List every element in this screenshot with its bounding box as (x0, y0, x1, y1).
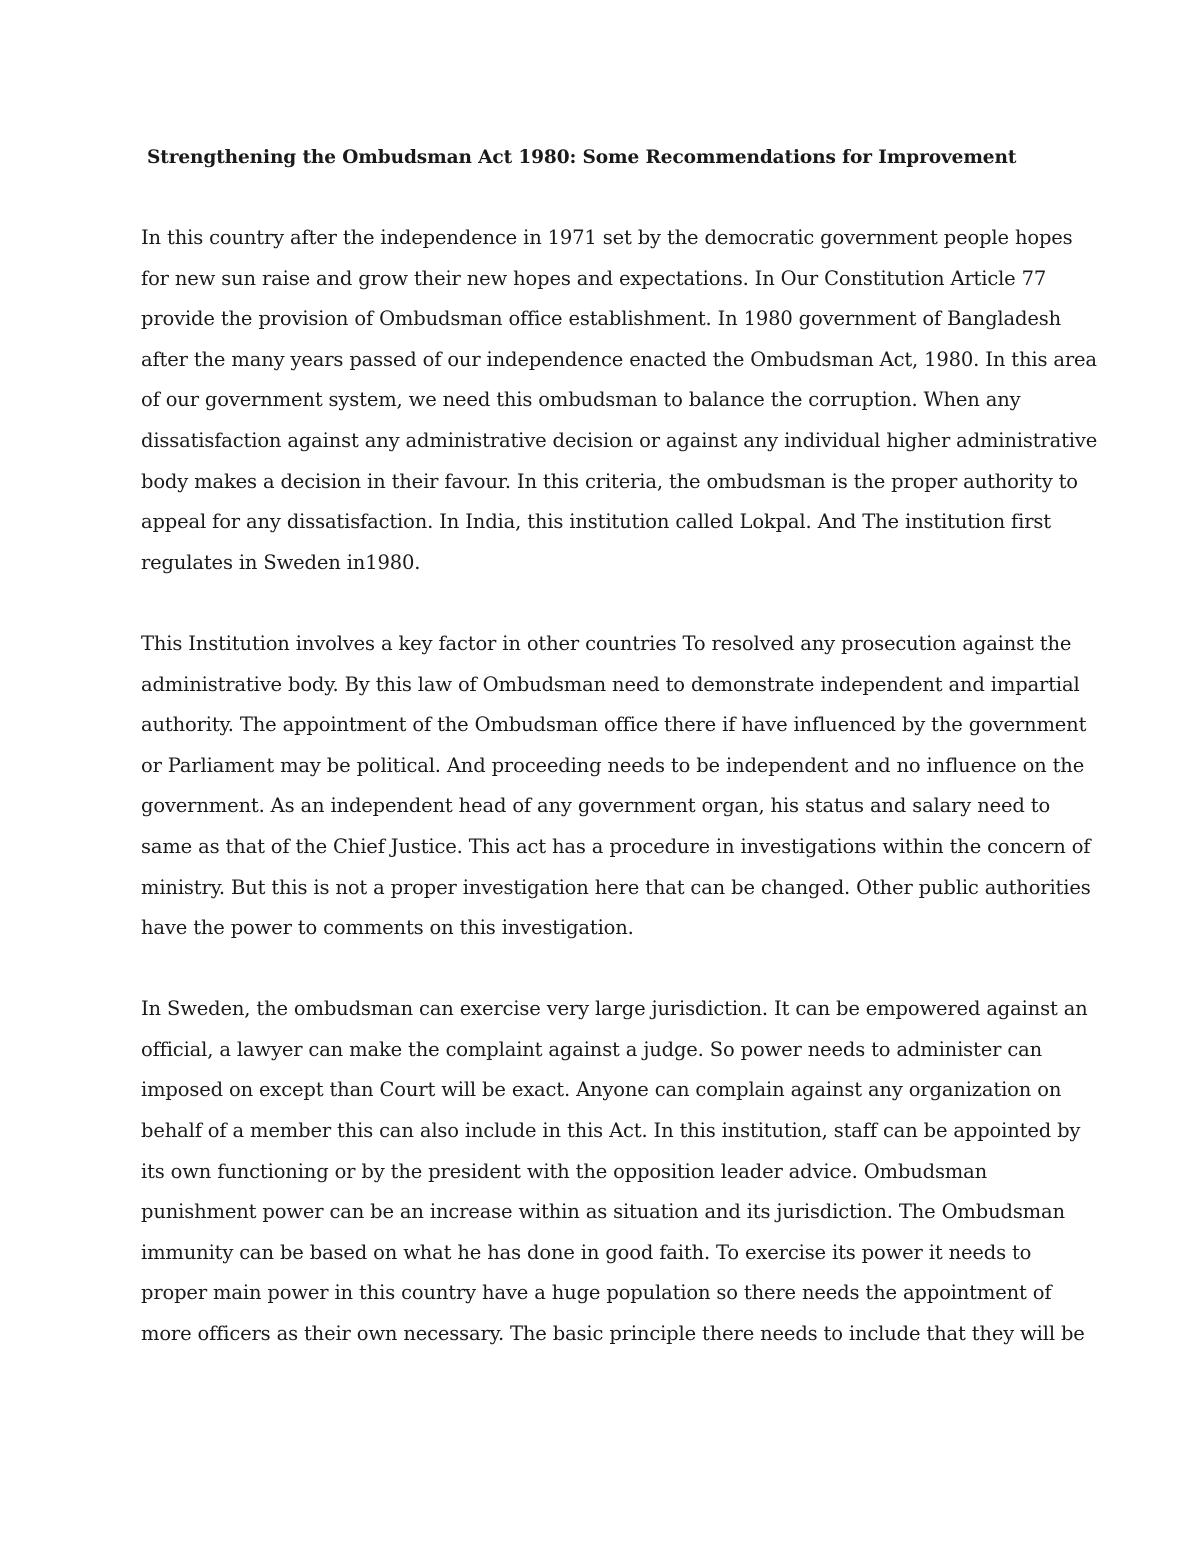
text-line: In this country after the independence in 1971 set by the democratic government people hopes (141, 226, 1073, 249)
text-line: for new sun raise and grow their new hopes and expectations. In Our Constitution Article 77 (141, 266, 1047, 290)
text-line: punishment power can be an increase within as situation and its jurisdiction. The Ombudsman (141, 1200, 1065, 1224)
text-line: same as that of the Chief Justice. This act has a procedure in investigations within the concern of (141, 834, 1091, 858)
text-line: provide the provision of Ombudsman office establishment. In 1980 government of Bangladesh (141, 307, 1061, 331)
paragraph-3 (141, 989, 1088, 1354)
text-line: authority. The appointment of the Ombudsman office there if have influenced by the government (141, 713, 1087, 737)
text-line: official, a lawyer can make the complaint against a judge. So power needs to administer can (141, 1037, 1042, 1061)
paragraph-1 (141, 218, 1098, 583)
document-body (141, 138, 1098, 1355)
text-line: This Institution involves a key factor in other countries To resolved any prosecution against the (141, 631, 1072, 655)
text-line: government. As an independent head of any government organ, his status and salary need to (141, 794, 1051, 818)
text-line: more officers as their own necessary. The basic principle there needs to include that they will be (141, 1322, 1085, 1346)
text-line: regulates in Sweden in1980. (141, 550, 421, 574)
text-line: its own functioning or by the president with the opposition leader advice. Ombudsman (141, 1159, 988, 1183)
text-line: administrative body. By this law of Ombudsman need to demonstrate independent and impartial (141, 672, 1080, 696)
text-line: immunity can be based on what he has done in good faith. To exercise its power it needs to (141, 1240, 1032, 1264)
text-line: proper main power in this country have a huge population so there needs the appointment of (141, 1281, 1052, 1305)
text-line: after the many years passed of our independence enacted the Ombudsman Act, 1980. In this area (141, 347, 1097, 371)
text-line: have the power to comments on this investigation. (141, 916, 634, 940)
text-line: In Sweden, the ombudsman can exercise very large jurisdiction. It can be empowered against an (141, 997, 1088, 1021)
text-line: of our government system, we need this ombudsman to balance the corruption. When any (141, 388, 1021, 412)
text-line: dissatisfaction against any administrative decision or against any individual higher administrative (141, 428, 1098, 452)
text-line: body makes a decision in their favour. In this criteria, the ombudsman is the proper authority to (141, 469, 1078, 493)
text-line: behalf of a member this can also include in this Act. In this institution, staff can be appointed by (141, 1119, 1081, 1143)
text-line: imposed on except than Court will be exact. Anyone can complain against any organization on (141, 1078, 1062, 1102)
paragraph-2 (141, 624, 1091, 949)
text-line: ministry. But this is not a proper investigation here that can be changed. Other public authorities (141, 875, 1091, 899)
text-line: or Parliament may be political. And proceeding needs to be independent and no influence on the (141, 753, 1085, 777)
document-title: Strengthening the Ombudsman Act 1980: Some Recommendations for Improvement (147, 147, 1017, 168)
text-line: appeal for any dissatisfaction. In India, this institution called Lokpal. And The institution first (141, 510, 1051, 534)
